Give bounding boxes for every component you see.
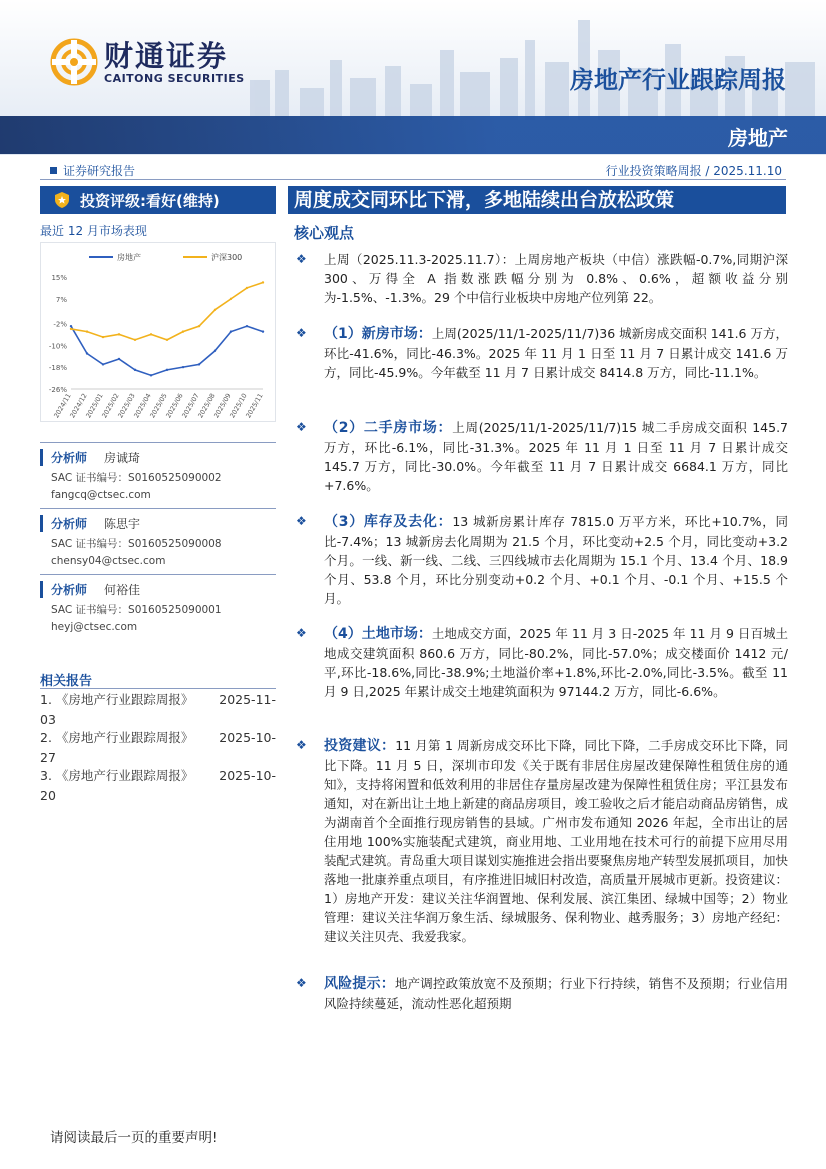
analyst-label: 分析师 (40, 449, 104, 466)
diamond-bullet-icon: ❖ (296, 252, 307, 266)
data-point (182, 330, 184, 332)
investment-rating (40, 186, 276, 214)
related-report-item[interactable] (40, 728, 276, 768)
paragraph-weekly (296, 250, 788, 307)
report-category-date: 行业投资策略周报 / 2025.11.10 (605, 164, 782, 178)
para-body: 土地成交方面，2025 年 11 月 3 日-2025 年 11 月 9 日百城土地成交建筑面积 860.6 万方，同比-80.2%，同比-57.0%；成交楼面价 1412 元/平,环比-18.6%,同比-38.9%;土地溢价率+1.8%,环比-2.0%,同比-3.5%。截至 11 月 9 日,2025 年累计成交土地建筑面积为 97144.2 万方，同比-6.6%。 (324, 626, 788, 699)
x-tick-label: 2025/11 (244, 392, 265, 420)
x-tick-label: 2025/07 (180, 392, 201, 420)
x-tick-label: 2025/09 (212, 392, 233, 420)
paragraph-inventory (296, 512, 788, 608)
analyst-sac: SAC 证书编号：S0160525090002 (51, 472, 222, 484)
main-title: 周度成交同环比下滑，多地陆续出台放松政策 (288, 186, 786, 214)
core-heading: 核心观点 (294, 224, 355, 242)
para-lead: （2）二手房市场： (324, 420, 453, 436)
analyst-label: 分析师 (40, 515, 104, 532)
data-point (134, 369, 136, 371)
logo-english: CAITONG SECURITIES (104, 71, 245, 85)
diamond-bullet-icon: ❖ (296, 976, 307, 990)
para-body: 地产调控政策放宽不及预期；行业下行持续，销售不及预期；行业信用风险持续蔓延，流动性恶化超预期 (324, 976, 788, 1011)
data-point (118, 333, 120, 335)
data-point (150, 374, 152, 376)
report-series-title: 房地产行业跟踪周报 (570, 66, 786, 94)
analyst-name: 何裕佳 (104, 583, 141, 597)
data-point (262, 330, 264, 332)
related-report-date: 2025-10- (219, 730, 276, 745)
analyst-name: 陈思宇 (104, 517, 141, 531)
y-tick-label: -2% (53, 320, 67, 329)
para-lead: （4）土地市场： (324, 626, 432, 642)
analyst-email[interactable]: heyj@ctsec.com (51, 621, 138, 633)
paragraph-new-home (296, 324, 788, 382)
related-report-item[interactable] (40, 690, 276, 730)
para-body: 上周(2025/11/1-2025/11/7)15 城二手房成交面积 145.7 万方，环比-6.1%，同比-31.3%。2025 年 11 月 1 日至 11 月 7 日累计成交 145.7 万方，同比-30.0%。今年截至 11 月 7 日累计成交 6684.1 万方，同比+7.6%。 (324, 420, 788, 493)
data-point (198, 363, 200, 365)
diamond-bullet-icon: ❖ (296, 420, 307, 434)
related-report-date-end: 20 (40, 788, 56, 803)
square-bullet-icon (50, 167, 57, 174)
data-point (102, 363, 104, 365)
data-point (70, 325, 72, 327)
related-report-title: 3. 《房地产行业跟踪周报》 (40, 768, 194, 783)
analyst-block-2 (40, 508, 276, 567)
para-lead: 风险提示： (324, 976, 395, 992)
para-lead: （1）新房市场： (324, 326, 432, 342)
analyst-name: 房诚琦 (104, 451, 141, 465)
x-tick-label: 2025/01 (84, 392, 105, 420)
disclaimer-footer: 请阅读最后一页的重要声明! (50, 1130, 218, 1146)
related-report-date: 2025-10- (219, 768, 276, 783)
x-tick-label: 2025/02 (100, 392, 121, 420)
data-point (118, 358, 120, 360)
related-report-item[interactable] (40, 766, 276, 806)
diamond-bullet-icon: ❖ (296, 738, 307, 752)
related-report-title: 2. 《房地产行业跟踪周报》 (40, 730, 194, 745)
diamond-bullet-icon: ❖ (296, 626, 307, 640)
header-band (0, 116, 826, 154)
data-point (230, 330, 232, 332)
x-tick-label: 2025/08 (196, 392, 217, 420)
para-body: 上周(2025/11/1-2025/11/7)36 城新房成交面积 141.6 万方，环比-41.6%，同比-46.3%。2025 年 11 月 1 日至 11 月 7 日累计成交 141.6 万方，同比-45.9%。今年截至 11 月 7 日累计成交 8414.8 万方，同比-11.1%。 (324, 326, 788, 380)
para-lead: （3）库存及去化： (324, 514, 453, 530)
diamond-bullet-icon: ❖ (296, 326, 307, 340)
y-tick-label: 15% (51, 274, 67, 282)
data-point (214, 350, 216, 352)
rating-text: 投资评级:看好(维持) (80, 191, 220, 210)
shield-badge-icon (54, 191, 70, 209)
paragraph-land (296, 624, 788, 701)
y-tick-label: -26% (48, 386, 67, 394)
data-point (102, 336, 104, 338)
analyst-block-3 (40, 574, 276, 633)
data-point (214, 309, 216, 311)
y-tick-label: 7% (55, 295, 67, 304)
x-tick-label: 2024/12 (68, 392, 89, 420)
legend-label: 房地产 (117, 253, 141, 262)
analyst-email[interactable]: fangcq@ctsec.com (51, 489, 151, 501)
related-report-title: 1. 《房地产行业跟踪周报》 (40, 692, 194, 707)
data-point (246, 325, 248, 327)
related-report-date-end: 27 (40, 750, 56, 765)
x-tick-label: 2025/06 (164, 392, 185, 420)
logo-chinese: 财通证券 (104, 38, 229, 73)
analyst-sac: SAC 证书编号：S0160525090008 (51, 538, 222, 550)
analyst-sac: SAC 证书编号：S0160525090001 (51, 604, 222, 616)
paragraph-risk (296, 974, 788, 1013)
data-point (198, 325, 200, 327)
y-tick-label: -18% (48, 364, 67, 373)
data-point (150, 333, 152, 335)
x-tick-label: 2024/11 (52, 392, 73, 420)
para-body: 上周（2025.11.3-2025.11.7）：上周房地产板块（中信）涨跌幅-0.7%,同期沪深 300、万得全 A 指数涨跌幅分别为 0.8%、0.6%，超额收益分别为-1.5%、-1.3%。29 个中信行业板块中房地产位列第 22。 (324, 252, 788, 305)
paragraph-investment (296, 736, 788, 946)
page-header (0, 0, 826, 155)
x-tick-label: 2025/04 (132, 392, 153, 420)
para-body: 11 月第 1 周新房成交环比下降，同比下降，二手房成交环比下降，同比下降。11 月 5 日，深圳市印发《关于既有非居住房屋改建保障性租赁住房的通知》，支持将闲置和低效利用的非居住存量房屋改建为保障性租赁住房；平江县发布通知，对在新出让土地上新建的商品房项目，竣工验收之后才能启动商品房销售，成为湖南首个全面推行现房销售的县域。广州市发布通知 2026 年起，全市出让的居住用地 100%实施装配式建筑，商业用地、工业用地在技术可行的前提下应用尽用装配式建筑。青岛重大项目谋划实施推进会指出要聚焦房地产转型发展抓项目，加快落地一批康养重点项目，有序推进旧城旧村改造，高质量开展城市更新。投资建议：1）房地产开发：建议关注华润置地、保利发展、滨江集团、绿城中国等；2）物业管理：建议关注华润万象生活、绿城服务、保利物业、越秀服务；3）房地产经纪：建议关注贝壳、我爱我家。 (324, 738, 789, 944)
logo-emblem-icon (50, 38, 98, 86)
y-tick-label: -10% (48, 342, 67, 351)
x-tick-label: 2025/05 (148, 392, 169, 420)
data-point (246, 287, 248, 289)
data-point (134, 339, 136, 341)
company-logo (50, 38, 245, 86)
market-performance-chart (40, 242, 276, 422)
data-point (70, 328, 72, 330)
paragraph-second-hand (296, 418, 788, 495)
series-line-real-estate (71, 326, 263, 375)
analyst-block-1 (40, 442, 276, 501)
para-body: 13 城新房累计库存 7815.0 万平方米，环比+10.7%，同比-7.4%；13 城新房去化周期为 21.5 个月，环比变动+2.5 个月，同比变动+3.2 个月。一线、新一线、二线、三四线城市去化周期为 15.1 个月、13.4 个月、18.9 个月、53.8 个月，环比分别变动+0.2 个月、+0.1 个月、-0.1 个月、+15.5 个月。 (324, 514, 789, 606)
related-report-date-end: 03 (40, 712, 56, 727)
legend-label: 沪深300 (211, 253, 243, 262)
x-tick-label: 2025/03 (116, 392, 137, 420)
doc-type: 证券研究报告 (63, 164, 136, 178)
chart-svg (41, 243, 275, 421)
analyst-label: 分析师 (40, 581, 104, 598)
para-lead: 投资建议： (324, 738, 396, 754)
performance-label: 最近 12 月市场表现 (40, 224, 147, 238)
related-reports-title: 相关报告 (40, 674, 93, 689)
data-point (182, 366, 184, 368)
x-tick-label: 2025/10 (228, 392, 249, 420)
data-point (230, 298, 232, 300)
data-point (166, 339, 168, 341)
sector-title: 房地产 (728, 126, 788, 150)
data-point (86, 330, 88, 332)
data-point (86, 352, 88, 354)
data-point (262, 281, 264, 283)
related-divider (40, 688, 276, 689)
analyst-email[interactable]: chensy04@ctsec.com (51, 555, 166, 567)
data-point (166, 369, 168, 371)
subheader (40, 158, 786, 180)
related-report-date: 2025-11- (219, 692, 276, 707)
diamond-bullet-icon: ❖ (296, 514, 307, 528)
